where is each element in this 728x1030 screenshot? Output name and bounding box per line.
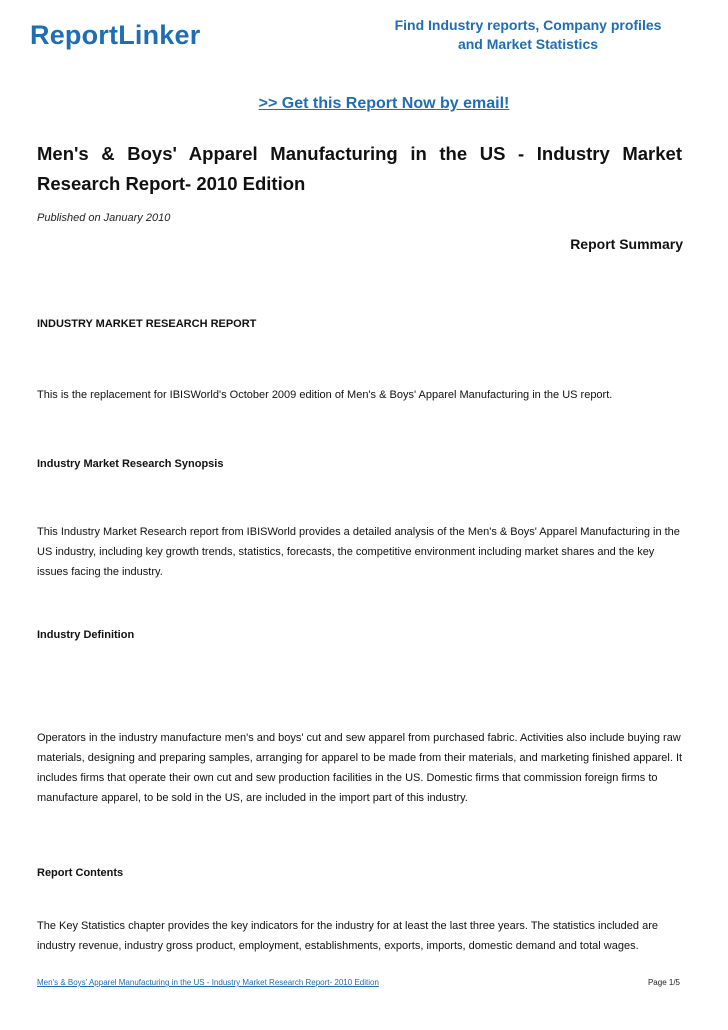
paragraph-synopsis: This Industry Market Research report from IBISWorld provides a detailed analysis of the Men's & Boys' Apparel Manufacturing in the US industry, including key growth trends, statistics, forecasts, the competitive environment including market shares and the key issues facing the industry.: [37, 526, 680, 578]
tagline-line-2: and Market Statistics: [457, 36, 599, 52]
paragraph-replacement-note: This is the replacement for IBISWorld's October 2009 edition of Men's & Boys' Apparel Manufacturing in the US report.: [37, 389, 613, 401]
paragraph-industry-definition: Operators in the industry manufacture men's and boys' cut and sew apparel from purchased fabric. Activities also include buying raw materials, designing and preparing samples, arranging for apparel to be made from their materials, and marketing finished apparel. It includes firms that operate their own cut and sew production facilities in the US. Domestic firms that commission foreign firms to manufacture apparel, to be sold in the US, are included in the import part of this industry.: [37, 732, 683, 804]
published-date: Published on January 2010: [37, 212, 171, 224]
section-heading-synopsis: Industry Market Research Synopsis: [37, 458, 224, 470]
paragraph-report-contents: The Key Statistics chapter provides the key indicators for the industry for at least the last three years. The statistics included are industry revenue, industry gross product, employment, establishments, exports, imports, domestic demand and total wages.: [37, 920, 658, 952]
reportlinker-logo[interactable]: ReportLinker: [30, 20, 201, 50]
get-report-email-link[interactable]: >> Get this Report Now by email!: [258, 95, 510, 112]
header-tagline: [388, 16, 668, 54]
section-heading-industry-definition: Industry Definition: [37, 629, 135, 641]
report-summary-heading: Report Summary: [570, 236, 683, 252]
section-heading-industry-market-research-report: INDUSTRY MARKET RESEARCH REPORT: [37, 318, 257, 330]
report-title: Men's & Boys' Apparel Manufacturing in the US - Industry Market Research Report- 2010 Edition: [37, 143, 682, 194]
section-heading-report-contents: Report Contents: [37, 867, 124, 879]
tagline-line-1: Find Industry reports, Company profiles: [394, 17, 662, 33]
footer-page-number: Page 1/5: [647, 978, 680, 987]
footer-report-title-link[interactable]: Men's & Boys' Apparel Manufacturing in the US - Industry Market Research Report- 2010 Edition: [37, 978, 379, 987]
